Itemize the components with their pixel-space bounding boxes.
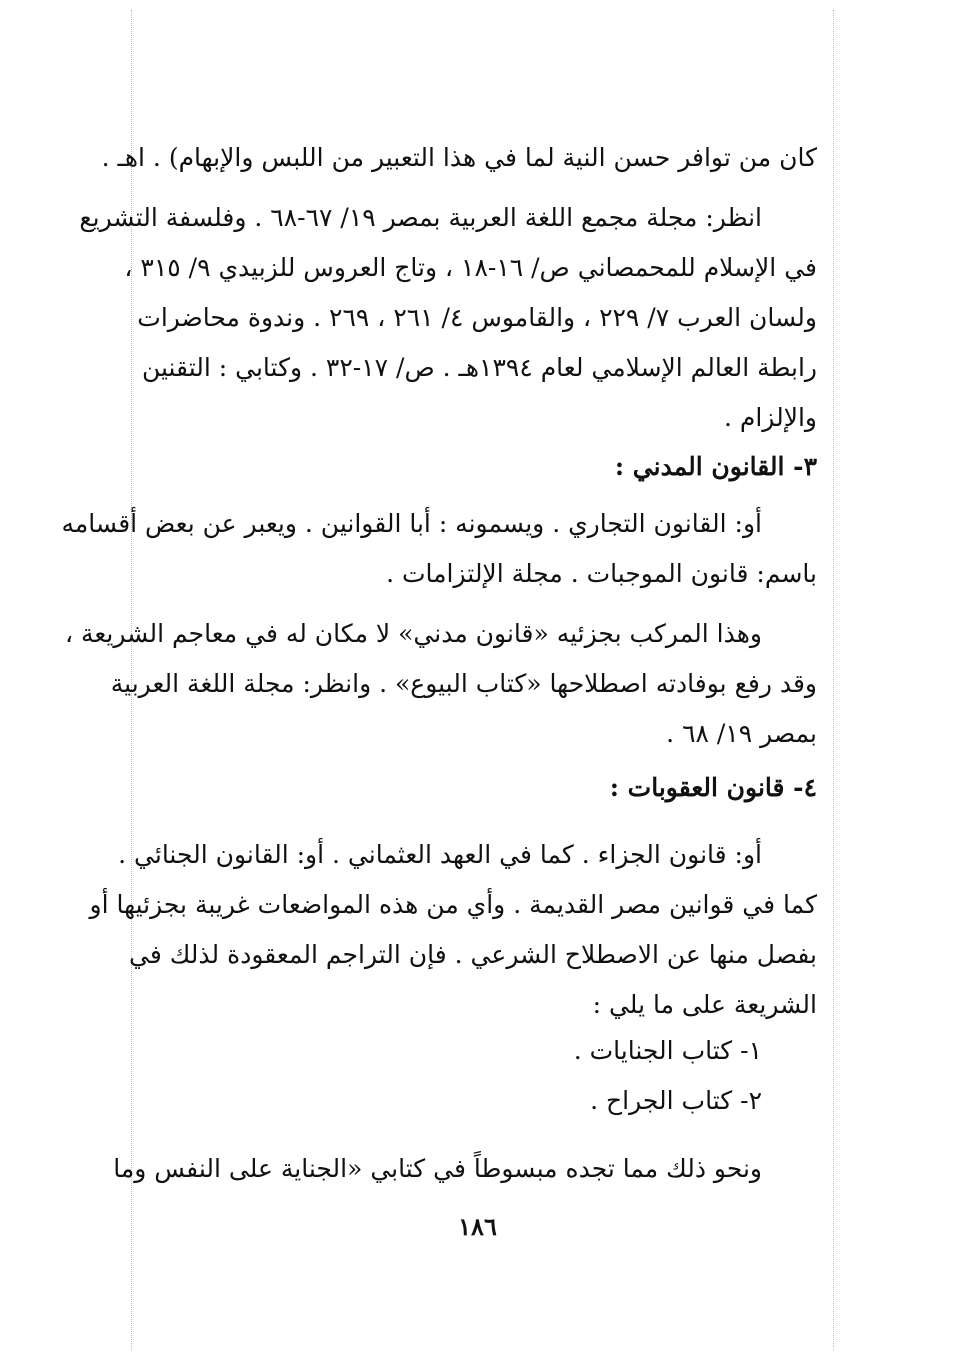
text-line: الشريعة على ما يلي : <box>592 990 817 1019</box>
text-line: بفصل منها عن الاصطلاح الشرعي . فإن التراجم المعقودة لذلك في <box>128 940 817 969</box>
heading-text: ٤- قانون العقوبات : <box>609 773 817 802</box>
text-line: كما في قوانين مصر القديمة . وأي من هذه المواضعات غريبة بجزئيها أو <box>89 890 817 919</box>
list-chapters <box>105 1026 817 1126</box>
paragraph-civil-law-names <box>61 499 817 599</box>
paragraph-penal-law <box>89 830 817 1030</box>
text-line: أو: قانون الجزاء . كما في العهد العثماني . أو: القانون الجنائي . <box>118 840 762 869</box>
text-line: انظر: مجلة مجمع اللغة العربية بمصر ١٩/ ٦٧-٦٨ . وفلسفة التشريع <box>79 203 762 232</box>
text-line: في الإسلام للمحمصاني ص/ ١٦-١٨ ، وتاج العروس للزبيدي ٩/ ٣١٥ ، <box>124 253 817 282</box>
section-heading-penal-law <box>105 763 817 813</box>
paragraph-references <box>79 193 817 443</box>
page-number: ١٨٦ <box>458 1212 497 1241</box>
text-line: رابطة العالم الإسلامي لعام ١٣٩٤هـ . ص/ ١٧-٣٢ . وكتابي : التقنين <box>141 353 817 382</box>
scan-artifact-line <box>833 10 834 1350</box>
paragraph-civil-law-note <box>64 609 817 759</box>
text-line: ولسان العرب ٧/ ٢٢٩ ، والقاموس ٤/ ٢٦١ ، ٢٦٩ . وندوة محاضرات <box>137 303 817 332</box>
text-line: ونحو ذلك مما تجده مبسوطاً في كتابي «الجناية على النفس وما <box>113 1154 762 1183</box>
paragraph-quote-end <box>101 133 817 183</box>
list-item: ١- كتاب الجنايات . <box>573 1036 762 1065</box>
text-line: وهذا المركب بجزئيه «قانون مدني» لا مكان له في معاجم الشريعة ، <box>64 619 762 648</box>
text-line: وقد رفع بوفادته اصطلاحها «كتاب البيوع» . وانظر: مجلة اللغة العربية <box>110 669 817 698</box>
text-line: والإلزام . <box>723 403 817 432</box>
text-line: كان من توافر حسن النية لما في هذا التعبير من اللبس والإبهام) . اهـ . <box>101 143 817 172</box>
text-line: بمصر ١٩/ ٦٨ . <box>666 719 817 748</box>
paragraph-continuation <box>105 1144 817 1194</box>
heading-text: ٣- القانون المدني : <box>614 452 817 481</box>
text-line: أو: القانون التجاري . ويسمونه : أبا القوانين . ويعبر عن بعض أقسامه <box>61 509 762 538</box>
text-line: باسم: قانون الموجبات . مجلة الإلتزامات . <box>386 559 817 588</box>
list-item: ٢- كتاب الجراح . <box>590 1086 762 1115</box>
section-heading-civil-law <box>105 442 817 492</box>
